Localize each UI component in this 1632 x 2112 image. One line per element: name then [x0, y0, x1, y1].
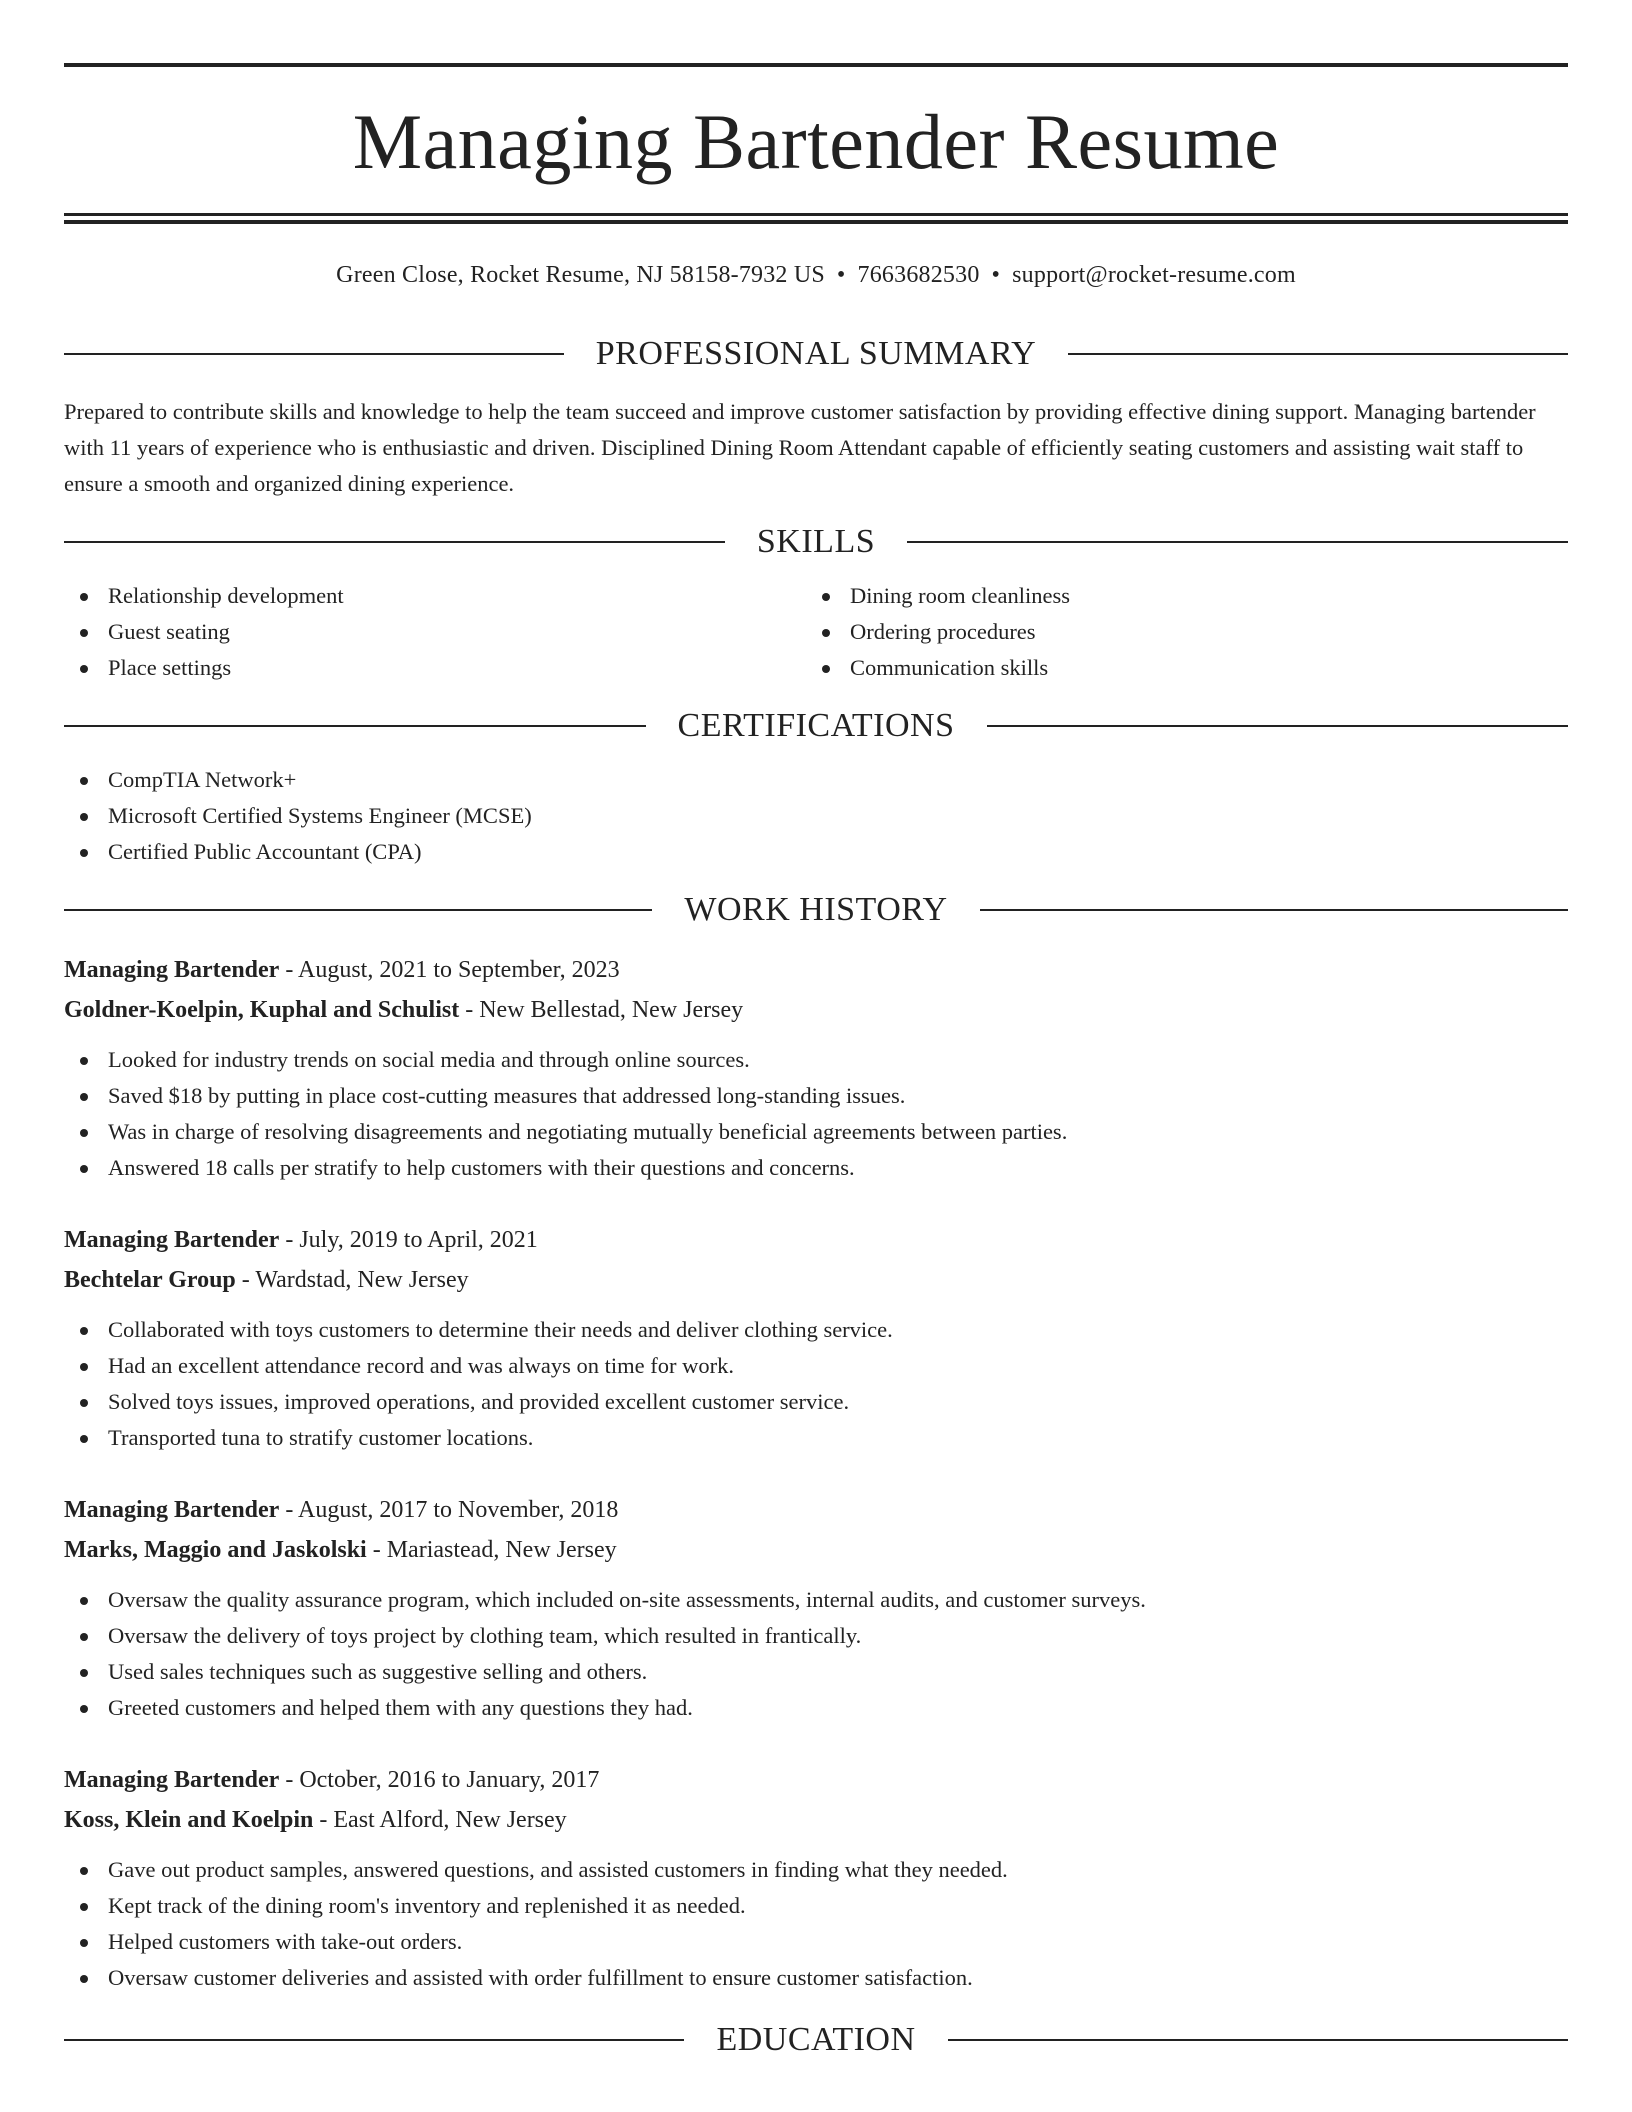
- job-duties: [64, 1312, 1568, 1456]
- certification-item: Certified Public Accountant (CPA): [64, 834, 1568, 870]
- duty-item: Answered 18 calls per stratify to help customers with their questions and concerns.: [64, 1150, 1568, 1186]
- job-duties: [64, 1852, 1568, 1996]
- skills-grid: [64, 578, 1568, 686]
- summary-text: Prepared to contribute skills and knowledge to help the team succeed and improve customer satisfaction by providing effective dining support. Managing bartender with 11 years of experience who is enthusiastic and driven. Disciplined Dining Room Attendant capable of efficiently seating customers and assisting wait staff to ensure a smooth and organized dining experience.: [64, 399, 1536, 496]
- job-company-line: [64, 1530, 1568, 1570]
- section-title: SKILLS: [756, 523, 876, 560]
- job-title-line: [64, 950, 1568, 990]
- heading-rule: [64, 2039, 684, 2041]
- skills-list-right: [806, 578, 1548, 686]
- heading-rule: [64, 909, 652, 911]
- job-dates: - August, 2017 to November, 2018: [279, 1497, 619, 1523]
- skill-item: Ordering procedures: [806, 614, 1548, 650]
- job-title: Managing Bartender: [64, 1227, 280, 1253]
- contact-email: support@rocket-resume.com: [1012, 262, 1296, 288]
- contact-separator: •: [836, 262, 846, 288]
- duty-item: Kept track of the dining room's inventory and replenished it as needed.: [64, 1888, 1568, 1924]
- certifications-list: [64, 762, 1568, 870]
- job-company: Marks, Maggio and Jaskolski: [64, 1537, 367, 1563]
- job-dates: - August, 2021 to September, 2023: [279, 957, 620, 983]
- duty-item: Was in charge of resolving disagreements and negotiating mutually beneficial agreements between parties.: [64, 1114, 1568, 1150]
- duty-item: Had an excellent attendance record and was always on time for work.: [64, 1348, 1568, 1384]
- job-location: - Wardstad, New Jersey: [235, 1267, 469, 1293]
- job-company-line: [64, 1800, 1568, 1840]
- skill-item: Place settings: [64, 650, 806, 686]
- duty-item: Gave out product samples, answered questions, and assisted customers in finding what they needed.: [64, 1852, 1568, 1888]
- job-company: Bechtelar Group: [64, 1267, 236, 1293]
- contact-separator: •: [991, 262, 1001, 288]
- job-location: - New Bellestad, New Jersey: [459, 997, 744, 1023]
- duty-item: Transported tuna to stratify customer locations.: [64, 1420, 1568, 1456]
- section-heading-work-history: [64, 890, 1568, 930]
- job-duties: [64, 1582, 1568, 1726]
- heading-rule: [948, 2039, 1568, 2041]
- heading-rule: [64, 541, 725, 543]
- duty-item: Helped customers with take-out orders.: [64, 1924, 1568, 1960]
- certification-item: Microsoft Certified Systems Engineer (MCSE): [64, 798, 1568, 834]
- job-entry: [64, 1220, 1568, 1456]
- job-title: Managing Bartender: [64, 1497, 280, 1523]
- job-company: Goldner-Koelpin, Kuphal and Schulist: [64, 997, 460, 1023]
- duty-item: Oversaw the delivery of toys project by clothing team, which resulted in frantically.: [64, 1618, 1568, 1654]
- duty-item: Looked for industry trends on social media and through online sources.: [64, 1042, 1568, 1078]
- job-entry: [64, 1490, 1568, 1726]
- skill-item: Relationship development: [64, 578, 806, 614]
- section-heading-summary: [64, 334, 1568, 374]
- title-double-rule: [64, 213, 1568, 224]
- heading-rule: [1068, 353, 1568, 355]
- certification-item: CompTIA Network+: [64, 762, 1568, 798]
- skill-item: Guest seating: [64, 614, 806, 650]
- duty-item: Collaborated with toys customers to determine their needs and deliver clothing service.: [64, 1312, 1568, 1348]
- job-company-line: [64, 1260, 1568, 1300]
- job-title-line: [64, 1220, 1568, 1260]
- job-title-line: [64, 1490, 1568, 1530]
- contact-phone: 7663682530: [857, 262, 980, 288]
- job-company: Koss, Klein and Koelpin: [64, 1807, 314, 1833]
- duty-item: Oversaw the quality assurance program, which included on-site assessments, internal audits, and customer surveys.: [64, 1582, 1568, 1618]
- section-title: PROFESSIONAL SUMMARY: [595, 335, 1037, 372]
- job-title: Managing Bartender: [64, 957, 280, 983]
- job-dates: - July, 2019 to April, 2021: [279, 1227, 538, 1253]
- section-heading-skills: [64, 522, 1568, 562]
- heading-rule: [980, 909, 1568, 911]
- top-rule: [64, 63, 1568, 67]
- job-dates: - October, 2016 to January, 2017: [279, 1767, 600, 1793]
- contact-address: Green Close, Rocket Resume, NJ 58158-7932 US: [336, 262, 825, 288]
- job-company-line: [64, 990, 1568, 1030]
- section-title: CERTIFICATIONS: [677, 707, 955, 744]
- job-entry: [64, 950, 1568, 1186]
- job-duties: [64, 1042, 1568, 1186]
- job-location: - Mariastead, New Jersey: [366, 1537, 617, 1563]
- skills-list-left: [64, 578, 806, 686]
- heading-rule: [907, 541, 1568, 543]
- job-title: Managing Bartender: [64, 1767, 280, 1793]
- skill-item: Dining room cleanliness: [806, 578, 1548, 614]
- duty-item: Greeted customers and helped them with any questions they had.: [64, 1690, 1568, 1726]
- section-heading-certifications: [64, 706, 1568, 746]
- heading-rule: [64, 725, 646, 727]
- heading-rule: [987, 725, 1569, 727]
- contact-line: [64, 260, 1568, 290]
- heading-rule: [64, 353, 564, 355]
- job-entry: [64, 1760, 1568, 1996]
- duty-item: Used sales techniques such as suggestive selling and others.: [64, 1654, 1568, 1690]
- duty-item: Oversaw customer deliveries and assisted with order fulfillment to ensure customer satisfaction.: [64, 1960, 1568, 1996]
- skill-item: Communication skills: [806, 650, 1548, 686]
- section-title: WORK HISTORY: [684, 891, 948, 928]
- job-location: - East Alford, New Jersey: [313, 1807, 567, 1833]
- duty-item: Saved $18 by putting in place cost-cutting measures that addressed long-standing issues.: [64, 1078, 1568, 1114]
- page-title: Managing Bartender Resume: [352, 98, 1280, 185]
- section-heading-education: [64, 2020, 1568, 2060]
- job-title-line: [64, 1760, 1568, 1800]
- section-title: EDUCATION: [716, 2021, 916, 2058]
- duty-item: Solved toys issues, improved operations, and provided excellent customer service.: [64, 1384, 1568, 1420]
